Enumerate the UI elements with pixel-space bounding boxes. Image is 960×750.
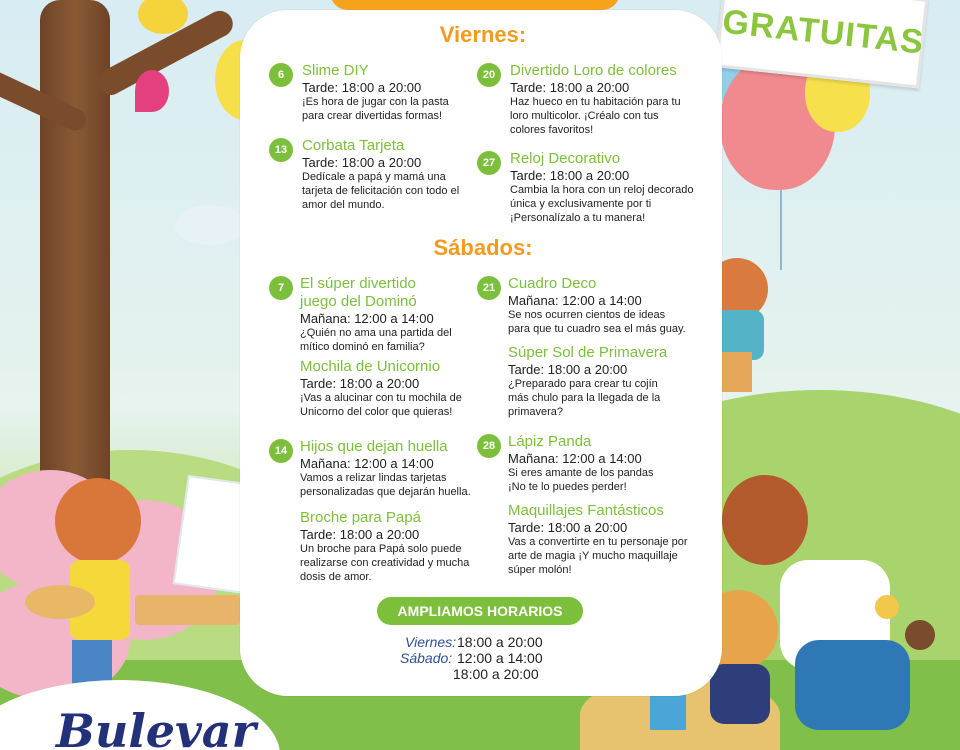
- day-badge: 13: [269, 138, 293, 162]
- girl-body: [710, 664, 770, 724]
- day-badge: 7: [269, 276, 293, 300]
- event-description: Cambia la hora con un reloj decorado única y exclusivamente por ti ¡Personalízalo a tu manera!: [510, 184, 694, 224]
- event-description: Vamos a relizar lindas tarjetas personalizadas que dejarán huella.: [300, 472, 471, 498]
- hours-saturday-afternoon: [453, 666, 539, 682]
- event-time: Tarde: 18:00 a 20:00: [508, 362, 628, 377]
- stamp-text: GRATUITAS: [720, 2, 926, 62]
- hours-label: Sábado:: [400, 650, 453, 666]
- event-time: Tarde: 18:00 a 20:00: [510, 80, 630, 95]
- beach-ball-icon: [875, 595, 899, 619]
- event-saturday-28: [482, 433, 703, 577]
- event-time: Mañana: 12:00 a 14:00: [508, 293, 642, 308]
- saturday-heading: Sábados:: [433, 235, 533, 260]
- event-sub: [508, 502, 703, 577]
- event-description: Un broche para Papá solo puede realizarse con creatividad y mucha dosis de amor.: [300, 543, 470, 583]
- balloon-string: [780, 190, 782, 270]
- event-title: Corbata Tarjeta: [302, 137, 405, 154]
- event-saturday-14: [274, 438, 478, 584]
- event-title: Hijos que dejan huella: [300, 438, 448, 455]
- paint-table: [135, 595, 240, 625]
- event-time: Mañana: 12:00 a 14:00: [508, 451, 642, 466]
- hours-banner: AMPLIAMOS HORARIOS: [377, 597, 583, 625]
- day-badge: 27: [477, 151, 501, 175]
- event-title: Slime DIY: [302, 62, 369, 79]
- event-title: Broche para Papá: [300, 509, 421, 526]
- running-girl: [905, 620, 935, 650]
- event-time: Tarde: 18:00 a 20:00: [508, 520, 628, 535]
- event-time: Tarde: 18:00 a 20:00: [302, 155, 422, 170]
- event-friday-27: [482, 150, 720, 225]
- toy-blocks: [650, 690, 686, 730]
- hours-value: 18:00 a 20:00: [457, 634, 543, 650]
- day-badge: 21: [477, 276, 501, 300]
- event-title: El súper divertido juego del Dominó: [300, 275, 417, 310]
- event-time: Mañana: 12:00 a 14:00: [300, 456, 434, 471]
- event-saturday-21: [482, 275, 693, 419]
- event-title: Súper Sol de Primavera: [508, 344, 668, 361]
- heart-decoration: [135, 70, 169, 112]
- day-badge: 28: [477, 434, 501, 458]
- event-title: Reloj Decorativo: [510, 150, 621, 167]
- event-title: Maquillajes Fantásticos: [508, 502, 664, 519]
- month-banner: [330, 0, 620, 10]
- logo-text: Bulevar: [56, 704, 256, 750]
- event-description: Haz hueco en tu habitación para tu loro multicolor. ¡Créalo con tus colores favoritos!: [510, 96, 681, 136]
- dove-icon: [175, 205, 245, 245]
- event-time: Tarde: 18:00 a 20:00: [302, 80, 422, 95]
- event-time: Tarde: 18:00 a 20:00: [300, 376, 420, 391]
- kid-painting-legs: [72, 640, 112, 685]
- day-badge: 6: [269, 63, 293, 87]
- event-saturday-7: [277, 275, 462, 419]
- event-description: Si eres amante de los pandas ¡No te lo puedes perder!: [508, 467, 654, 493]
- event-title: Divertido Loro de colores: [510, 62, 677, 79]
- hours-value: 18:00 a 20:00: [453, 666, 539, 682]
- event-time: Mañana: 12:00 a 14:00: [300, 311, 434, 326]
- dad-head: [722, 475, 808, 565]
- event-title: Lápiz Panda: [508, 433, 592, 450]
- event-description: ¡Es hora de jugar con la pasta para crear divertidas formas!: [302, 96, 449, 122]
- kid-painting-head: [55, 478, 141, 564]
- event-description: ¡Vas a alucinar con tu mochila de Unicorno del color que quieras!: [300, 392, 462, 418]
- hours-saturday: [400, 650, 543, 666]
- paint-palette-icon: [25, 585, 95, 619]
- event-description: Se nos ocurren cientos de ideas para que tu cuadro sea el más guay.: [508, 309, 686, 335]
- event-time: Tarde: 18:00 a 20:00: [300, 527, 420, 542]
- day-badge: 20: [477, 63, 501, 87]
- event-description: Vas a convertirte en tu personaje por arte de magia ¡Y mucho maquillaje súper molón!: [508, 536, 688, 576]
- event-description: ¿Preparado para crear tu cojín más chulo para la llegada de la primavera?: [508, 378, 661, 418]
- event-sub: [300, 358, 460, 419]
- hours-value: 12:00 a 14:00: [457, 650, 543, 666]
- event-description: Dedícale a papá y mamá una tarjeta de felicitación con todo el amor del mundo.: [302, 171, 460, 211]
- event-title: Cuadro Deco: [508, 275, 597, 292]
- friday-heading: Viernes:: [439, 22, 527, 47]
- event-time: Tarde: 18:00 a 20:00: [510, 168, 630, 183]
- event-sub: [508, 344, 693, 419]
- flying-kid-legs: [722, 352, 752, 392]
- event-description: ¿Quién no ama una partida del mítico dominó en familia?: [300, 327, 452, 353]
- event-sub: [300, 509, 478, 584]
- event-friday-13: [274, 137, 512, 212]
- hours-friday: [405, 634, 543, 650]
- day-badge: 14: [269, 439, 293, 463]
- hours-label: Viernes:: [405, 634, 457, 650]
- dad-legs: [795, 640, 910, 730]
- event-title: Mochila de Unicornio: [300, 358, 441, 375]
- event-friday-20: [482, 62, 720, 137]
